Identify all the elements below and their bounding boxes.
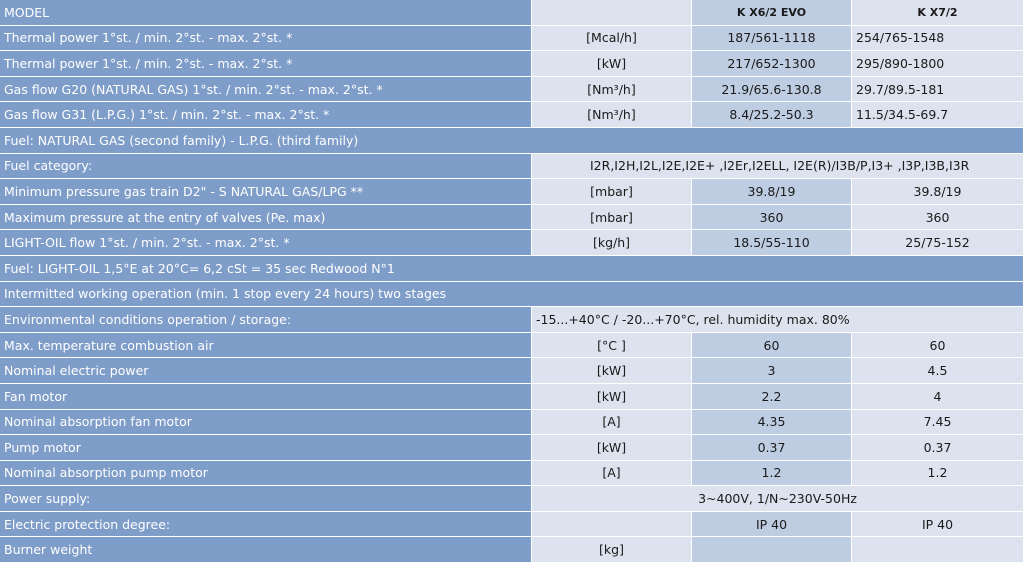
row-value-model-2: IP 40	[852, 512, 1024, 538]
table-row	[0, 307, 1024, 333]
row-value-model-2: 0.37	[852, 435, 1024, 461]
row-value-model-2: 7.45	[852, 410, 1024, 436]
row-label: Minimum pressure gas train D2" - S NATURAL GAS/LPG **	[0, 179, 532, 205]
row-value-model-2: 11.5/34.5-69.7	[852, 102, 1024, 128]
row-value-model-1: 1.2	[692, 461, 852, 487]
row-value-model-2: 254/765-1548	[852, 26, 1024, 52]
row-value-model-1: 360	[692, 205, 852, 231]
model-label: MODEL	[0, 0, 532, 26]
fuel-gas-heading: Fuel: NATURAL GAS (second family) - L.P.G. (third family)	[0, 128, 1024, 154]
row-label: Nominal absorption pump motor	[0, 461, 532, 487]
power-supply-value: 3~400V, 1/N~230V-50Hz	[532, 486, 1024, 512]
row-label: Environmental conditions operation / storage:	[0, 307, 532, 333]
table-row	[0, 384, 1024, 410]
environment-value: -15...+40°C / -20...+70°C, rel. humidity max. 80%	[532, 307, 1024, 333]
row-value-model-1: IP 40	[692, 512, 852, 538]
row-value-model-1: 2.2	[692, 384, 852, 410]
table-row	[0, 537, 1024, 563]
row-unit: [Mcal/h]	[532, 26, 692, 52]
table-row	[0, 333, 1024, 359]
row-value-model-1: 4.35	[692, 410, 852, 436]
row-value-model-1: 217/652-1300	[692, 51, 852, 77]
row-value-model-2: 29.7/89.5-181	[852, 77, 1024, 103]
fuel-category-value: I2R,I2H,I2L,I2E,I2E+ ,I2Er,I2ELL, I2E(R)/I3B/P,I3+ ,I3P,I3B,I3R	[532, 154, 1024, 180]
row-unit: [A]	[532, 410, 692, 436]
row-unit: [kW]	[532, 384, 692, 410]
row-value-model-1	[692, 537, 852, 563]
unit-header	[532, 0, 692, 26]
table-row	[0, 358, 1024, 384]
row-label: Thermal power 1°st. / min. 2°st. - max. 2°st. *	[0, 26, 532, 52]
table-row	[0, 154, 1024, 180]
row-value-model-2	[852, 537, 1024, 563]
table-row	[0, 230, 1024, 256]
table-row	[0, 205, 1024, 231]
row-value-model-2: 295/890-1800	[852, 51, 1024, 77]
table-row	[0, 410, 1024, 436]
row-unit: [Nm³/h]	[532, 77, 692, 103]
row-label: Gas flow G31 (L.P.G.) 1°st. / min. 2°st. - max. 2°st. *	[0, 102, 532, 128]
row-unit: [Nm³/h]	[532, 102, 692, 128]
section-heading-row	[0, 128, 1024, 154]
row-value-model-1: 39.8/19	[692, 179, 852, 205]
row-label: Fan motor	[0, 384, 532, 410]
row-label: Max. temperature combustion air	[0, 333, 532, 359]
model-2-header: K X7/2	[852, 0, 1024, 26]
row-value-model-1: 187/561-1118	[692, 26, 852, 52]
model-1-header: K X6/2 EVO	[692, 0, 852, 26]
row-unit: [A]	[532, 461, 692, 487]
row-value-model-2: 4	[852, 384, 1024, 410]
row-value-model-2: 39.8/19	[852, 179, 1024, 205]
row-label: Thermal power 1°st. / min. 2°st. - max. 2°st. *	[0, 51, 532, 77]
table-row	[0, 512, 1024, 538]
row-label: Pump motor	[0, 435, 532, 461]
row-value-model-2: 60	[852, 333, 1024, 359]
row-value-model-2: 25/75-152	[852, 230, 1024, 256]
row-unit: [mbar]	[532, 205, 692, 231]
row-label: Nominal electric power	[0, 358, 532, 384]
table-row	[0, 461, 1024, 487]
row-label: Maximum pressure at the entry of valves (Pe. max)	[0, 205, 532, 231]
header-row	[0, 0, 1024, 26]
row-label: Electric protection degree:	[0, 512, 532, 538]
row-label: Fuel category:	[0, 154, 532, 180]
row-label: Gas flow G20 (NATURAL GAS) 1°st. / min. 2°st. - max. 2°st. *	[0, 77, 532, 103]
row-label: Power supply:	[0, 486, 532, 512]
table-row	[0, 26, 1024, 52]
section-heading-row	[0, 282, 1024, 308]
row-unit: [kW]	[532, 51, 692, 77]
table-row	[0, 51, 1024, 77]
row-unit: [kW]	[532, 435, 692, 461]
row-value-model-2: 360	[852, 205, 1024, 231]
row-label: LIGHT-OIL flow 1°st. / min. 2°st. - max. 2°st. *	[0, 230, 532, 256]
row-unit	[532, 512, 692, 538]
table-row	[0, 486, 1024, 512]
row-label: Nominal absorption fan motor	[0, 410, 532, 436]
row-unit: [°C ]	[532, 333, 692, 359]
row-unit: [kW]	[532, 358, 692, 384]
row-value-model-1: 60	[692, 333, 852, 359]
fuel-oil-heading: Fuel: LIGHT-OIL 1,5°E at 20°C= 6,2 cSt = 35 sec Redwood N°1	[0, 256, 1024, 282]
intermittent-heading: Intermitted working operation (min. 1 stop every 24 hours) two stages	[0, 282, 1024, 308]
row-value-model-1: 3	[692, 358, 852, 384]
row-unit: [kg/h]	[532, 230, 692, 256]
row-unit: [kg]	[532, 537, 692, 563]
row-value-model-2: 4.5	[852, 358, 1024, 384]
section-heading-row	[0, 256, 1024, 282]
row-value-model-1: 18.5/55-110	[692, 230, 852, 256]
row-value-model-1: 0.37	[692, 435, 852, 461]
row-unit: [mbar]	[532, 179, 692, 205]
table-row	[0, 77, 1024, 103]
table-row	[0, 435, 1024, 461]
table-row	[0, 102, 1024, 128]
row-value-model-1: 8.4/25.2-50.3	[692, 102, 852, 128]
row-value-model-2: 1.2	[852, 461, 1024, 487]
row-label: Burner weight	[0, 537, 532, 563]
row-value-model-1: 21.9/65.6-130.8	[692, 77, 852, 103]
table-row	[0, 179, 1024, 205]
